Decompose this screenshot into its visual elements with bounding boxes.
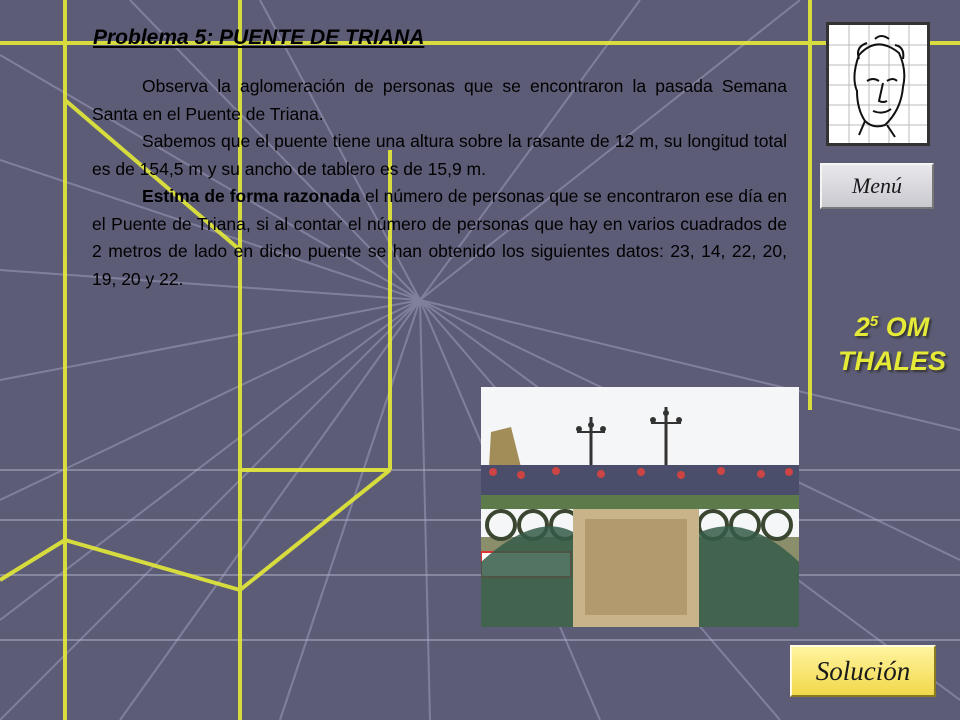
- estimate-details: el número de personas que se encontraron ese día en el Puente de Triana, si al contar el número de personas que hay en varios cuadrados de 2 metros de lado en dicho puente se han obtenido los siguientes datos: 23, 14, 22, 20, 19, 20 y 22.: [92, 186, 787, 289]
- paragraph-bridge-dimensions: Sabemos que el puente tiene una altura sobre la rasante de 12 m, su longitud total es de 154,5 m y su ancho de tablero es de 15,9 m.: [92, 131, 787, 179]
- problem-title: Problema 5: PUENTE DE TRIANA: [93, 26, 425, 49]
- edition-label: $2^5$ OM: [854, 312, 930, 342]
- om-thales-brand: [832, 305, 952, 378]
- problem-statement: [92, 73, 787, 293]
- menu-button[interactable]: Menú: [820, 163, 934, 209]
- estimate-emphasis: Estima de forma razonada: [142, 186, 361, 206]
- paragraph-observe: Observa la aglomeración de personas que se encontraron la pasada Semana Santa en el Puente de Triana.: [92, 76, 787, 124]
- solution-button[interactable]: Solución: [790, 645, 936, 697]
- triana-bridge-photo: [481, 387, 799, 627]
- thales-portrait-logo: [826, 22, 930, 146]
- paragraph-estimate: [92, 183, 787, 293]
- thales-label: THALES: [838, 346, 946, 376]
